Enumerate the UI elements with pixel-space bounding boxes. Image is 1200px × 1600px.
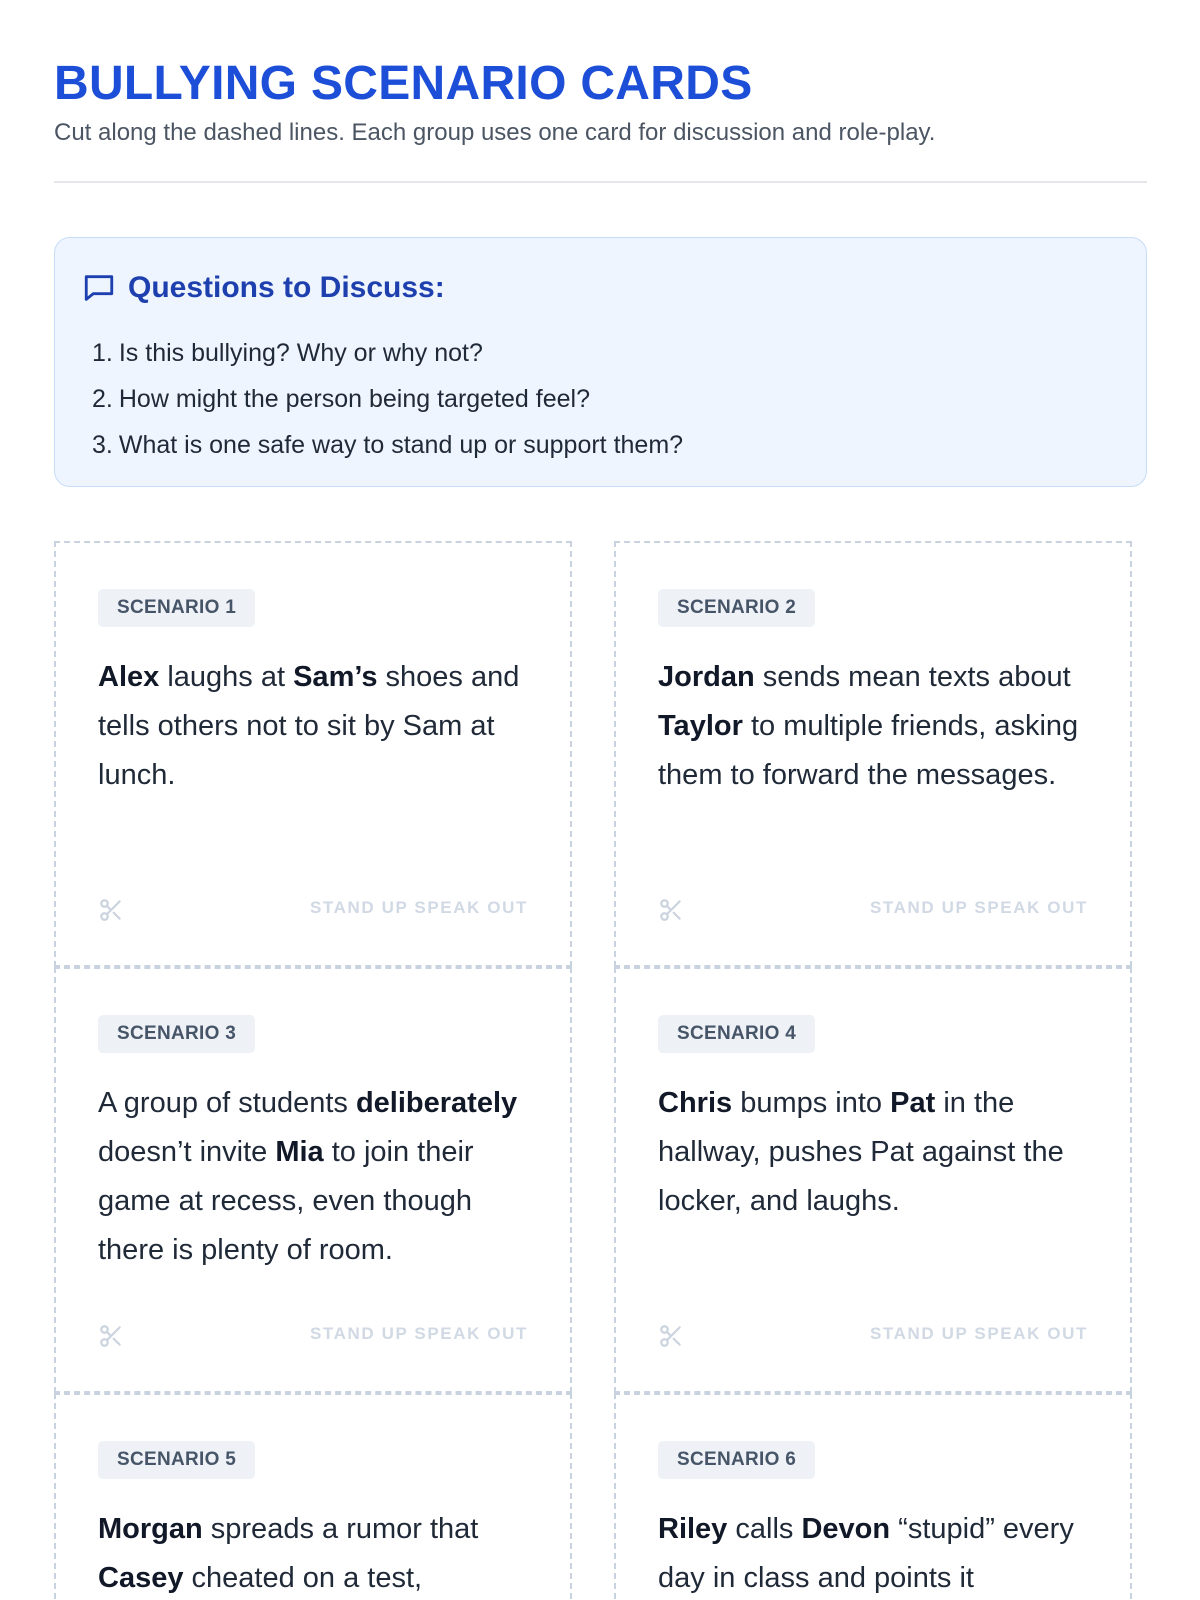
scenario-name-bold: Chris	[658, 1087, 733, 1119]
scenario-name-bold: Morgan	[98, 1513, 203, 1545]
scenario-name-bold: Pat	[890, 1087, 936, 1119]
speech-bubble-icon	[82, 271, 116, 305]
scenario-name-bold: Jordan	[658, 661, 755, 693]
scenario-name-bold: deliberately	[355, 1087, 518, 1119]
scenario-name-bold: Casey	[98, 1562, 184, 1594]
card-footer-slogan: STAND UP SPEAK OUT	[869, 1324, 1088, 1343]
discussion-heading	[82, 271, 445, 305]
scenario-tag: SCENARIO 3	[98, 1015, 255, 1053]
scenario-card	[614, 1393, 1132, 1600]
scenario-card	[54, 1393, 572, 1600]
scenario-text-segment: to multiple friends, asking them to forward the messages.	[658, 710, 1079, 791]
scenario-text-segment: spreads a rumor that	[202, 1513, 479, 1545]
scenario-text	[658, 1505, 1098, 1600]
card-footer-slogan: STAND UP SPEAK OUT	[309, 898, 528, 917]
card-footer-slogan: STAND UP SPEAK OUT	[869, 898, 1088, 917]
scenario-text-segment: laughs at	[159, 661, 294, 693]
scenario-text-segment: calls	[727, 1513, 802, 1545]
scenario-tag: SCENARIO 2	[658, 589, 815, 627]
scissors-icon	[98, 1323, 124, 1349]
page-title: BULLYING SCENARIO CARDS	[54, 57, 753, 110]
question-list	[92, 330, 683, 468]
scenario-name-bold: Sam’s	[293, 661, 378, 693]
scissors-icon	[658, 897, 684, 923]
page-subtitle: Cut along the dashed lines. Each group uses one card for discussion and role-play.	[54, 119, 936, 146]
scenario-card	[614, 541, 1132, 967]
question-item: 2. How might the person being targeted feel?	[92, 385, 590, 413]
scenario-text	[658, 653, 1098, 800]
scenario-text	[658, 1079, 1098, 1226]
scenario-text-segment: bumps into	[732, 1087, 891, 1119]
scenario-text-segment: “stupid” every day in class and points it	[658, 1513, 1074, 1594]
scenario-name-bold: Taylor	[658, 710, 743, 742]
question-item: 3. What is one safe way to stand up or support them?	[92, 431, 684, 459]
scenario-tag: SCENARIO 1	[98, 589, 255, 627]
scenario-name-bold: Devon	[801, 1513, 891, 1545]
scenario-text	[98, 1505, 538, 1600]
scenario-card-grid	[54, 541, 1147, 1600]
scenario-text-segment: A group of students	[98, 1087, 356, 1119]
card-footer-slogan: STAND UP SPEAK OUT	[309, 1324, 528, 1343]
scenario-card	[614, 967, 1132, 1393]
scenario-tag: SCENARIO 6	[658, 1441, 815, 1479]
discussion-title: Questions to Discuss:	[128, 271, 445, 304]
scenario-text	[98, 653, 538, 800]
scenario-text-segment: in the hallway, pushes Pat against the locker, and laughs.	[658, 1087, 1064, 1217]
scenario-text	[98, 1079, 538, 1275]
scenario-text-segment: shoes and tells others not to sit by Sam at lunch.	[98, 661, 520, 791]
header-divider	[54, 181, 1147, 183]
scenario-card	[54, 541, 572, 967]
scissors-icon	[658, 1323, 684, 1349]
scenario-text-segment: doesn’t invite	[98, 1136, 276, 1168]
scissors-icon	[98, 897, 124, 923]
scenario-text-segment: to join their game at recess, even though there is plenty of room.	[98, 1136, 474, 1266]
scenario-tag: SCENARIO 4	[658, 1015, 815, 1053]
scenario-card	[54, 967, 572, 1393]
scenario-name-bold: Riley	[658, 1513, 728, 1545]
scenario-text-segment: sends mean texts about	[754, 661, 1071, 693]
scenario-text-segment: cheated on a test,	[183, 1562, 423, 1594]
scenario-name-bold: Mia	[275, 1136, 324, 1168]
discussion-panel	[54, 237, 1147, 487]
question-item: 1. Is this bullying? Why or why not?	[92, 339, 483, 367]
scenario-tag: SCENARIO 5	[98, 1441, 255, 1479]
scenario-name-bold: Alex	[98, 661, 160, 693]
worksheet-page	[54, 0, 1147, 1600]
